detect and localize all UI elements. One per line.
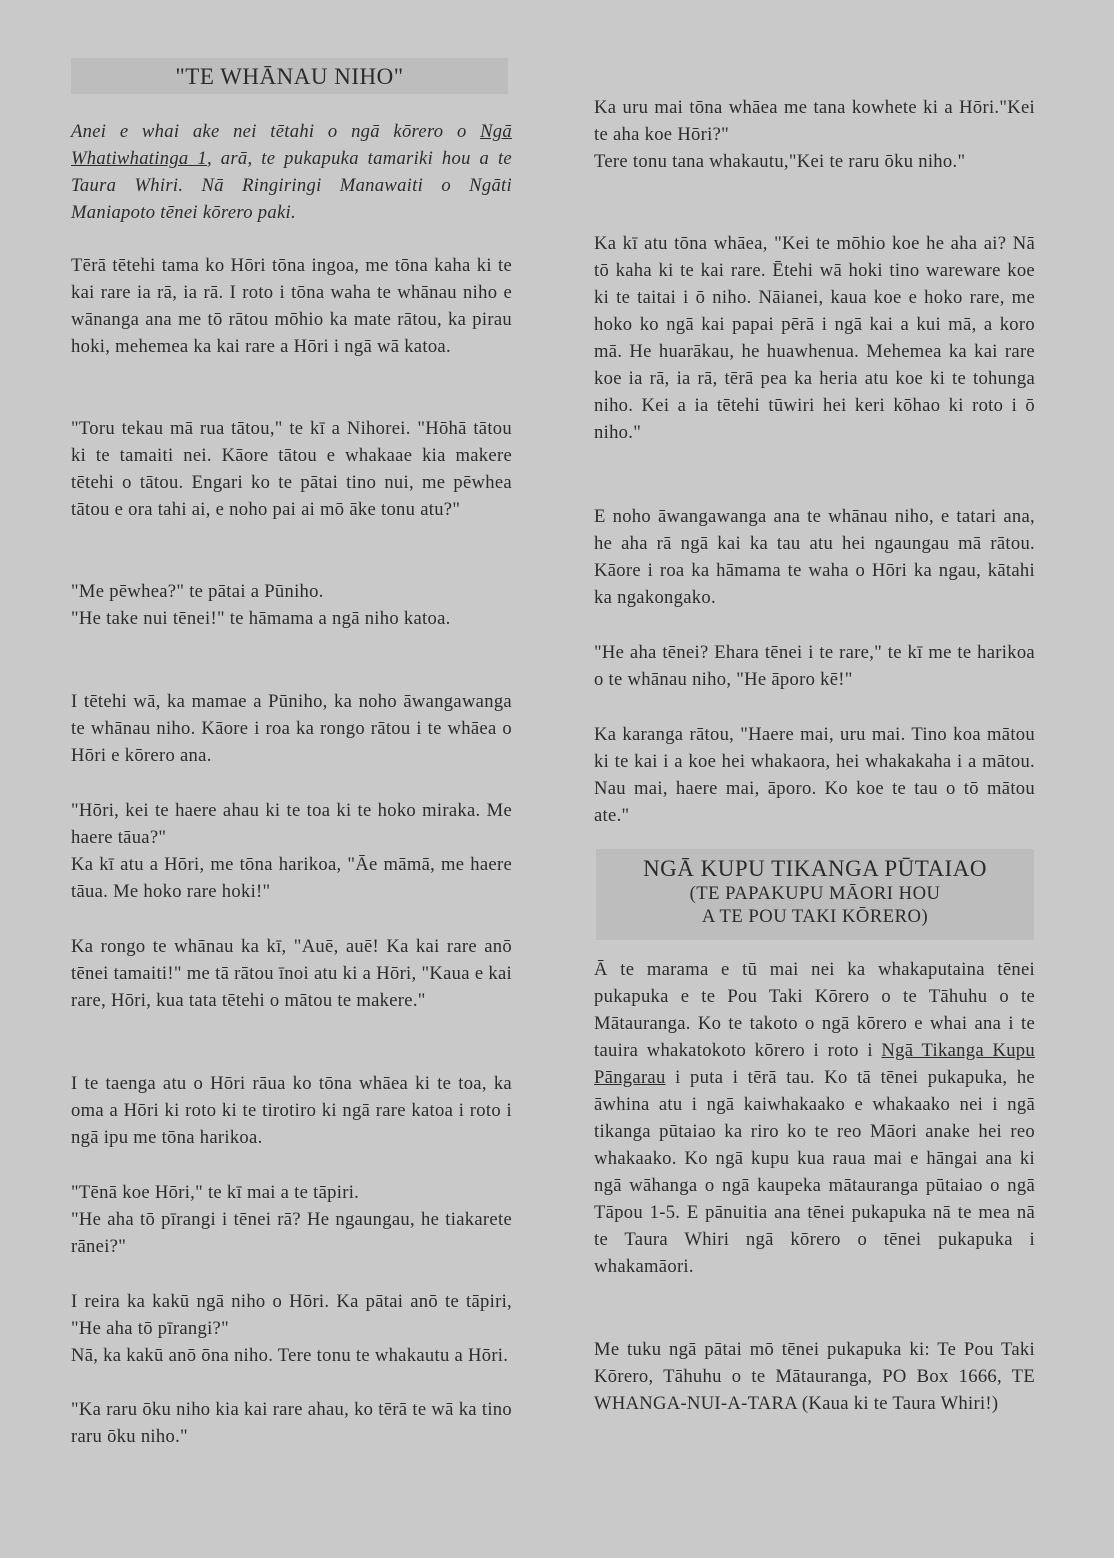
book-title-link: Ngā Whatiwhatinga 1 [71,121,512,169]
glossary-heading: NGĀ KUPU TIKANGA PŪTAIAO [643,856,987,881]
glossary-subheading-line2: A TE POU TAKI KŌRERO) [701,906,929,927]
info-text-1: Ā te marama e tū mai nei ka whakaputaina tēnei pukapuka e te Pou Taki Kōrero o te Tāhuhu o te Mātauranga. Ko te takoto o ngā kōrero e whai ana i te tauira whakatokoto kōrero i roto i [594,959,1035,1061]
story-paragraph: "He take nui tēnei!" te hāmama a ngā niho katoa. [71,608,451,629]
glossary-info-paragraph [594,956,1035,1280]
story-paragraph: Ka kī atu a Hōri, me tōna harikoa, "Āe māmā, me haere tāua. Me hoko rare hoki!" [71,854,512,902]
story-paragraph: Tērā tētehi tama ko Hōri tōna ingoa, me tōna kaha ki te kai rare ia rā, ia rā. I roto i tōna waha te whānau niho e wānanga ana me tō rātou mōhio ka mate rātou, ka pirau hoki, mehemea ka kai rare a Hōri i ngā wā katoa. [71,255,512,357]
article-title: "TE WHĀNAU NIHO" [71,58,508,94]
story-paragraph: Nā, ka kakū anō ōna niho. Tere tonu te whakautu a Hōri. [71,1345,509,1366]
story-paragraph: "Tēnā koe Hōri," te kī mai a te tāpiri. [71,1182,360,1203]
story-paragraph: "Toru tekau mā rua tātou," te kī a Nihorei. "Hōhā tātou ki te tamaiti nei. Kāore tātou e whakaae kia makere tētehi o tātou. Engari ko te pātai tino nui, me pēwhea tātou e ora tahi ai, e noho pai ai mō āke tonu atu?" [71,418,512,520]
story-paragraph: Ka rongo te whānau ka kī, "Auē, auē! Ka kai rare anō tēnei tamaiti!" me tā rātou īnoi atu ki a Hōri, "Kaua e kai rare, Hōri, kua tata tētehi o mātou te makere." [71,936,512,1011]
story-paragraph: I te taenga atu o Hōri rāua ko tōna whāea ki te toa, ka oma a Hōri ki roto ki te tirotiro ki ngā rare katoa i roto i ngā ipu me tōna harikoa. [71,1073,512,1148]
story-paragraph: E noho āwangawanga ana te whānau niho, e tatari ana, he aha rā ngā kai ka tau atu hei ngaungau mā rātou. Kāore i roa ka hāmama te waha o Hōri ka ngau, kātahi ka ngakongako. [594,506,1035,608]
intro-paragraph [71,118,512,226]
contact-paragraph: Me tuku ngā pātai mō tēnei pukapuka ki: Te Pou Taki Kōrero, Tāhuhu o te Mātauranga, PO Box 1666, TE WHANGA-NUI-A-TARA (Kaua ki te Taura Whiri!) [594,1339,1035,1414]
story-paragraph: I reira ka kakū ngā niho o Hōri. Ka pātai anō te tāpiri, "He aha tō pīrangi?" [71,1291,512,1339]
intro-text-2: , arā, te pukapuka tamariki hou a te Taura Whiri. Nā Ringiringi Manawaiti o Ngāti Maniapoto tēnei kōrero paki. [71,148,512,223]
info-text-2: i puta i tērā tau. Ko tā tēnei pukapuka, he āwhina atu i ngā kaiwhakaako e whakaako nei i ngā tikanga pūtaiao ka riro ko te reo Māori anake hei reo whakaako. Ko ngā kupu kua raua mai e hāngai ana ki ngā wāhanga o ngā kaupeka mātauranga pūtaiao o ngā Tāpou 1-5. E pānuitia ana tēnei pukapuka nā te mea nā te Taura Whiri ngā kōrero o tēnei pukapuka i whakamāori. [594,1067,1035,1277]
intro-text-1: Anei e whai ake nei tētahi o ngā kōrero o [71,121,481,142]
story-paragraph: Ka karanga rātou, "Haere mai, uru mai. Tino koa mātou ki te kai i a koe hei whakaora, hei whakakaha i a mātou. Nau mai, haere mai, āporo. Ko koe te tau o tō mātou ate." [594,724,1035,826]
story-paragraph: I tētehi wā, ka mamae a Pūniho, ka noho āwangawanga te whānau niho. Kāore i roa ka rongo rātou i te whāea o Hōri e kōrero ana. [71,691,512,766]
story-paragraph: "Hōri, kei te haere ahau ki te toa ki te hoko miraka. Me haere tāua?" [71,800,512,848]
story-paragraph: "He aha tēnei? Ehara tēnei i te rare," te kī me te harikoa o te whānau niho, "He āporo kē!" [594,642,1035,690]
glossary-heading-box [596,849,1034,940]
story-paragraph: "Me pēwhea?" te pātai a Pūniho. [71,581,324,602]
story-paragraph: Tere tonu tana whakautu,"Kei te raru ōku niho." [594,151,966,172]
story-paragraph: "He aha tō pīrangi i tēnei rā? He ngaungau, he tiakarete rānei?" [71,1209,512,1257]
story-paragraph: Ka uru mai tōna whāea me tana kowhete ki a Hōri."Kei te aha koe Hōri?" [594,97,1035,145]
glossary-subheading-line1: (TE PAPAKUPU MĀORI HOU [689,883,941,904]
story-paragraph: Ka kī atu tōna whāea, "Kei te mōhio koe he aha ai? Nā tō kaha ki te kai rare. Ētehi wā hoki tino wareware koe ki te taitai i ō niho. Nāianei, kaua koe e hoko rare, me hoko ko ngā kai papai pērā i ngā kai a kui mā, a koro mā. He huarākau, he huawhenua. Mehemea ka kai rare koe ia rā, ia rā, tērā pea ka heria atu koe ki te tohunga niho. Kei a ia tētehi tūwiri hei keri kōhao ki roto i ō niho." [594,233,1035,443]
story-paragraph: "Ka raru ōku niho kia kai rare ahau, ko tērā te wā ka tino raru ōku niho." [71,1399,512,1447]
reference-book-link: Ngā Tikanga Kupu Pāngarau [594,1040,1036,1088]
